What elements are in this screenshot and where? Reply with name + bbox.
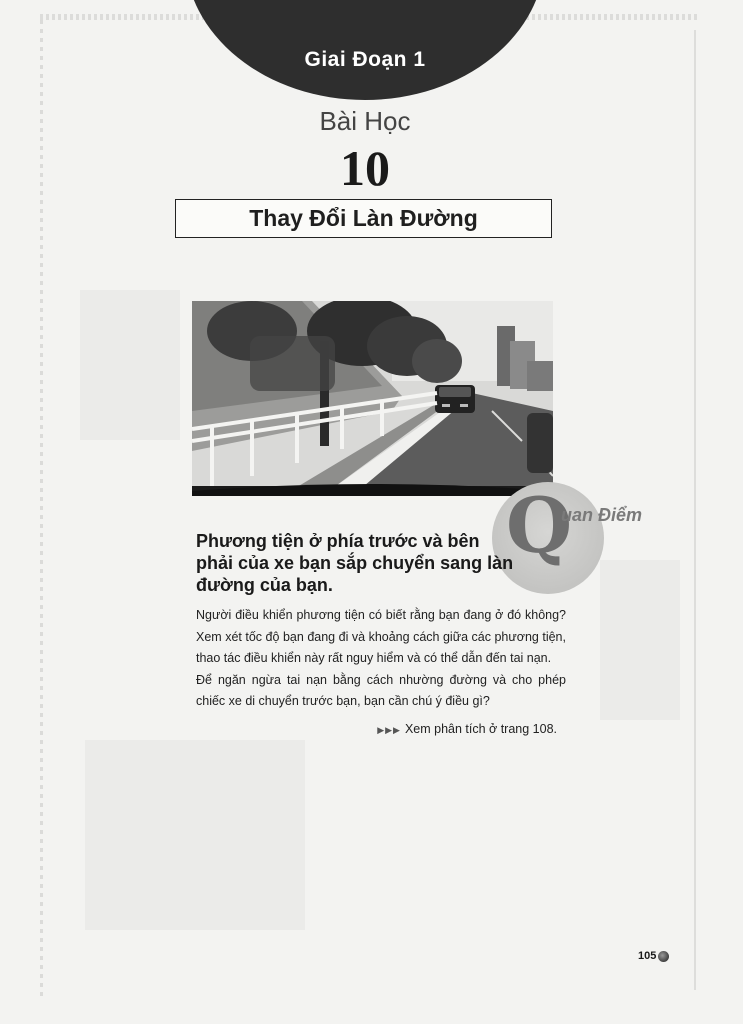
see-analysis-text: Xem phân tích ở trang 108.: [404, 722, 557, 736]
body-text: [196, 605, 566, 713]
bleed-through-shadow: [85, 740, 305, 930]
stage-label: Giai Đoạn 1: [304, 48, 426, 71]
page-dot-icon: [658, 951, 669, 962]
lesson-number: 10: [340, 140, 390, 196]
scan-noise-right: [694, 30, 696, 990]
body-paragraph: Để ngăn ngừa tai nạn bằng cách nhường đường và cho phép chiếc xe di chuyển trước bạn, bạn cần chú ý điều gì?: [196, 672, 566, 708]
perspective-label: uan Điểm: [561, 505, 643, 525]
scan-noise-left: [40, 20, 43, 1000]
see-analysis-reference: [300, 722, 557, 736]
page-number-text: 105: [638, 950, 657, 962]
body-paragraph: Người điều khiển phương tiện có biết rằng bạn đang ở đó không? Xem xét tốc độ bạn đang đi và khoảng cách giữa các phương tiện, thao tác điều khiển này rất nguy hiểm và có thể dẫn đến tai nạn.: [196, 608, 566, 665]
lesson-title: Thay Đổi Làn Đường: [249, 205, 478, 231]
road-scene-photo: [192, 301, 553, 496]
bleed-through-shadow: [80, 290, 180, 440]
lesson-label: Bài Học: [319, 106, 411, 136]
lesson-title-box: [175, 199, 552, 238]
road-scene-illustration: [192, 301, 553, 496]
lead-statement: Phương tiện ở phía trước và bên phải của xe bạn sắp chuyển sang làn đường của bạn.: [196, 531, 514, 595]
perspective-q-letter: Q: [506, 481, 573, 570]
triple-arrow-icon: ▶▶▶: [377, 725, 401, 735]
bleed-through-shadow: [600, 560, 680, 720]
page-number: [638, 950, 669, 962]
